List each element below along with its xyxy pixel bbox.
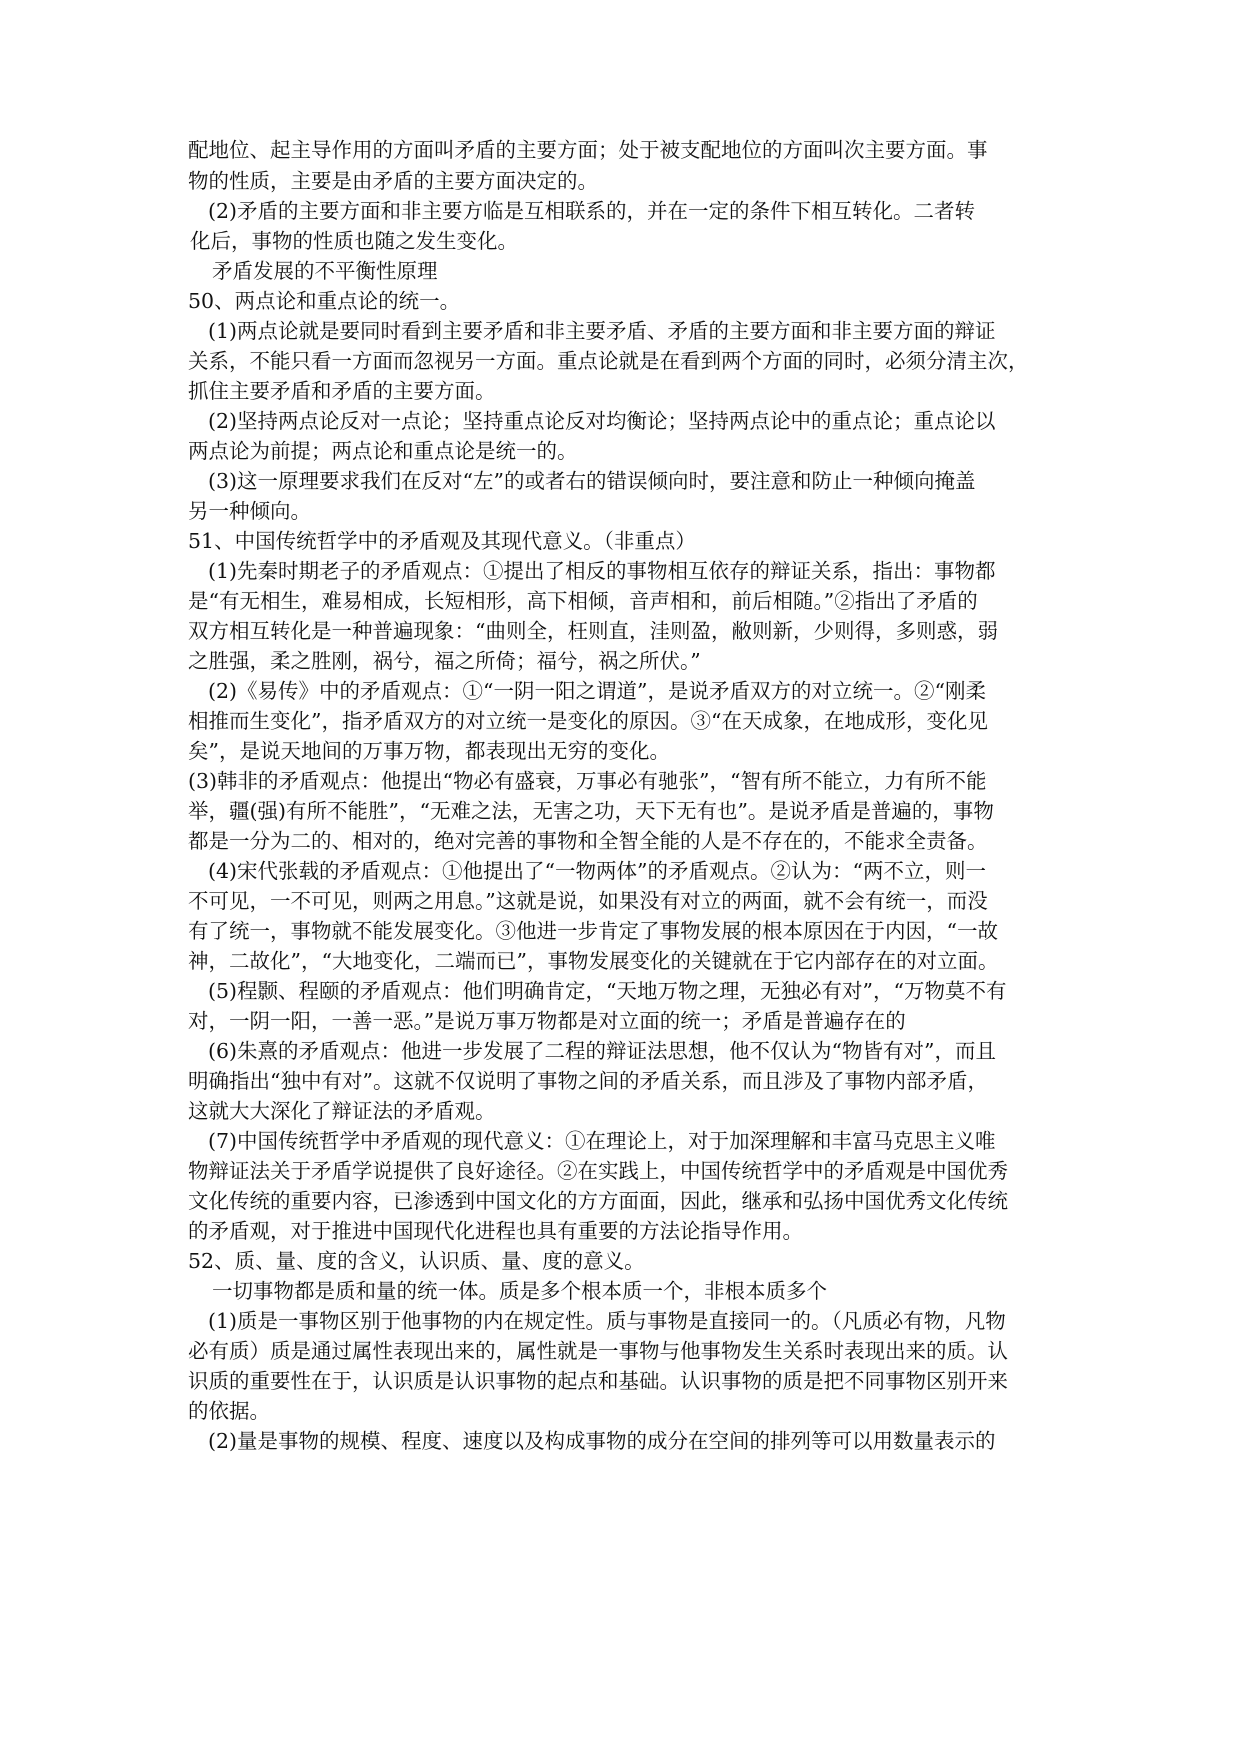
text-line: (3)韩非的矛盾观点：他提出“物必有盛衰，万事必有驰张”，“智有所不能立，力有所不能 (188, 769, 987, 793)
text-line: 不可见，一不可见，则两之用息。”这就是说，如果没有对立的两面，就不会有统一，而没 (188, 889, 988, 913)
section-subheading: 矛盾发展的不平衡性原理 (212, 259, 438, 283)
text-line: (2)《易传》中的矛盾观点：①“一阴一阳之谓道”，是说矛盾双方的对立统一。②“刚柔 (208, 679, 986, 703)
text-line: 有了统一，事物就不能发展变化。③他进一步肯定了事物发展的根本原因在于内因，“一故 (188, 919, 998, 943)
text-line: (3)这一原理要求我们在反对“左”的或者右的错误倾向时，要注意和防止一种倾向掩盖 (208, 469, 976, 493)
text-line: (5)程颢、程颐的矛盾观点：他们明确肯定，“天地万物之理，无独必有对”，“万物莫不有 (208, 979, 1007, 1003)
text-line: 神，二故化”，“大地变化，二端而已”，事物发展变化的关键就在于它内部存在的对立面。 (188, 949, 999, 973)
text-line: 明确指出“独中有对”。这就不仅说明了事物之间的矛盾关系，而且涉及了事物内部矛盾， (188, 1069, 988, 1093)
text-line: 必有质）质是通过属性表现出来的，属性就是一事物与他事物发生关系时表现出来的质。认 (188, 1339, 1008, 1363)
text-line: (2)坚持两点论反对一点论；坚持重点论反对均衡论；坚持两点论中的重点论；重点论以 (208, 409, 996, 433)
text-line: (4)宋代张载的矛盾观点：①他提出了“一物两体”的矛盾观点。②认为：“两不立，则一 (208, 859, 986, 883)
section-heading: 51、中国传统哲学中的矛盾观及其现代意义。（非重点） (188, 529, 696, 553)
text-line: (1)质是一事物区别于他事物的内在规定性。质与事物是直接同一的。（凡质必有物，凡物 (208, 1309, 1006, 1333)
text-line: 都是一分为二的、相对的，绝对完善的事物和全智全能的人是不存在的，不能求全责备。 (188, 829, 988, 853)
text-line: (7)中国传统哲学中矛盾观的现代意义：①在理论上，对于加深理解和丰富马克思主义唯 (208, 1129, 996, 1153)
text-line: 两点论为前提；两点论和重点论是统一的。 (188, 439, 578, 463)
text-line: 文化传统的重要内容，已渗透到中国文化的方方面面，因此，继承和弘扬中国优秀文化传统 (188, 1189, 1008, 1213)
text-line: (1)先秦时期老子的矛盾观点：①提出了相反的事物相互依存的辩证关系，指出：事物都 (208, 559, 996, 583)
text-line: (2)量是事物的规模、程度、速度以及构成事物的成分在空间的排列等可以用数量表示的 (208, 1429, 996, 1453)
text-line: 另一种倾向。 (188, 499, 311, 523)
text-line: 相推而生变化”，指矛盾双方的对立统一是变化的原因。③“在天成象，在地成形，变化见 (188, 709, 988, 733)
text-line: 识质的重要性在于，认识质是认识事物的起点和基础。认识事物的质是把不同事物区别开来 (188, 1369, 1008, 1393)
text-line: 化后，事物的性质也随之发生变化。 (190, 229, 518, 253)
text-line: 是“有无相生，难易相成，长短相形，高下相倾，音声相和，前后相随。”②指出了矛盾的 (188, 589, 978, 613)
text-line: 物辩证法关于矛盾学说提供了良好途径。②在实践上，中国传统哲学中的矛盾观是中国优秀 (188, 1159, 1008, 1183)
section-heading: 52、质、量、度的含义，认识质、量、度的意义。 (188, 1249, 645, 1273)
text-line: 物的性质，主要是由矛盾的主要方面决定的。 (188, 169, 598, 193)
text-line: 举，疆(强)有所不能胜”，“无难之法，无害之功，天下无有也”。是说矛盾是普遍的，事物 (188, 799, 994, 823)
text-line: 这就大大深化了辩证法的矛盾观。 (188, 1099, 496, 1123)
text-line: 矣”，是说天地间的万事万物，都表现出无穷的变化。 (188, 739, 670, 763)
text-line: (6)朱熹的矛盾观点：他进一步发展了二程的辩证法思想，他不仅认为“物皆有对”，而且 (208, 1039, 996, 1063)
section-heading: 50、两点论和重点论的统一。 (188, 289, 461, 313)
text-line: 一切事物都是质和量的统一体。质是多个根本质一个，非根本质多个 (212, 1279, 827, 1303)
text-line: (2)矛盾的主要方面和非主要方临是互相联系的，并在一定的条件下相互转化。二者转 (208, 199, 976, 223)
text-line: (1)两点论就是要同时看到主要矛盾和非主要矛盾、矛盾的主要方面和非主要方面的辩证 (208, 319, 996, 343)
text-line: 之胜强，柔之胜刚，祸兮，福之所倚；福兮，祸之所伏。” (188, 649, 701, 673)
text-line: 抓住主要矛盾和矛盾的主要方面。 (188, 379, 496, 403)
text-line: 的依据。 (188, 1399, 270, 1423)
text-line: 对，一阴一阳，一善一恶。”是说万事万物都是对立面的统一；矛盾是普遍存在的 (188, 1009, 906, 1033)
text-line: 配地位、起主导作用的方面叫矛盾的主要方面；处于被支配地位的方面叫次主要方面。事 (188, 138, 988, 162)
text-line: 的矛盾观，对于推进中国现代化进程也具有重要的方法论指导作用。 (188, 1219, 803, 1243)
text-line: 双方相互转化是一种普遍现象：“曲则全，枉则直，洼则盈，敝则新，少则得，多则惑，弱 (188, 619, 998, 643)
text-line: 关系，不能只看一方面而忽视另一方面。重点论就是在看到两个方面的同时，必须分清主次， (188, 349, 1029, 373)
